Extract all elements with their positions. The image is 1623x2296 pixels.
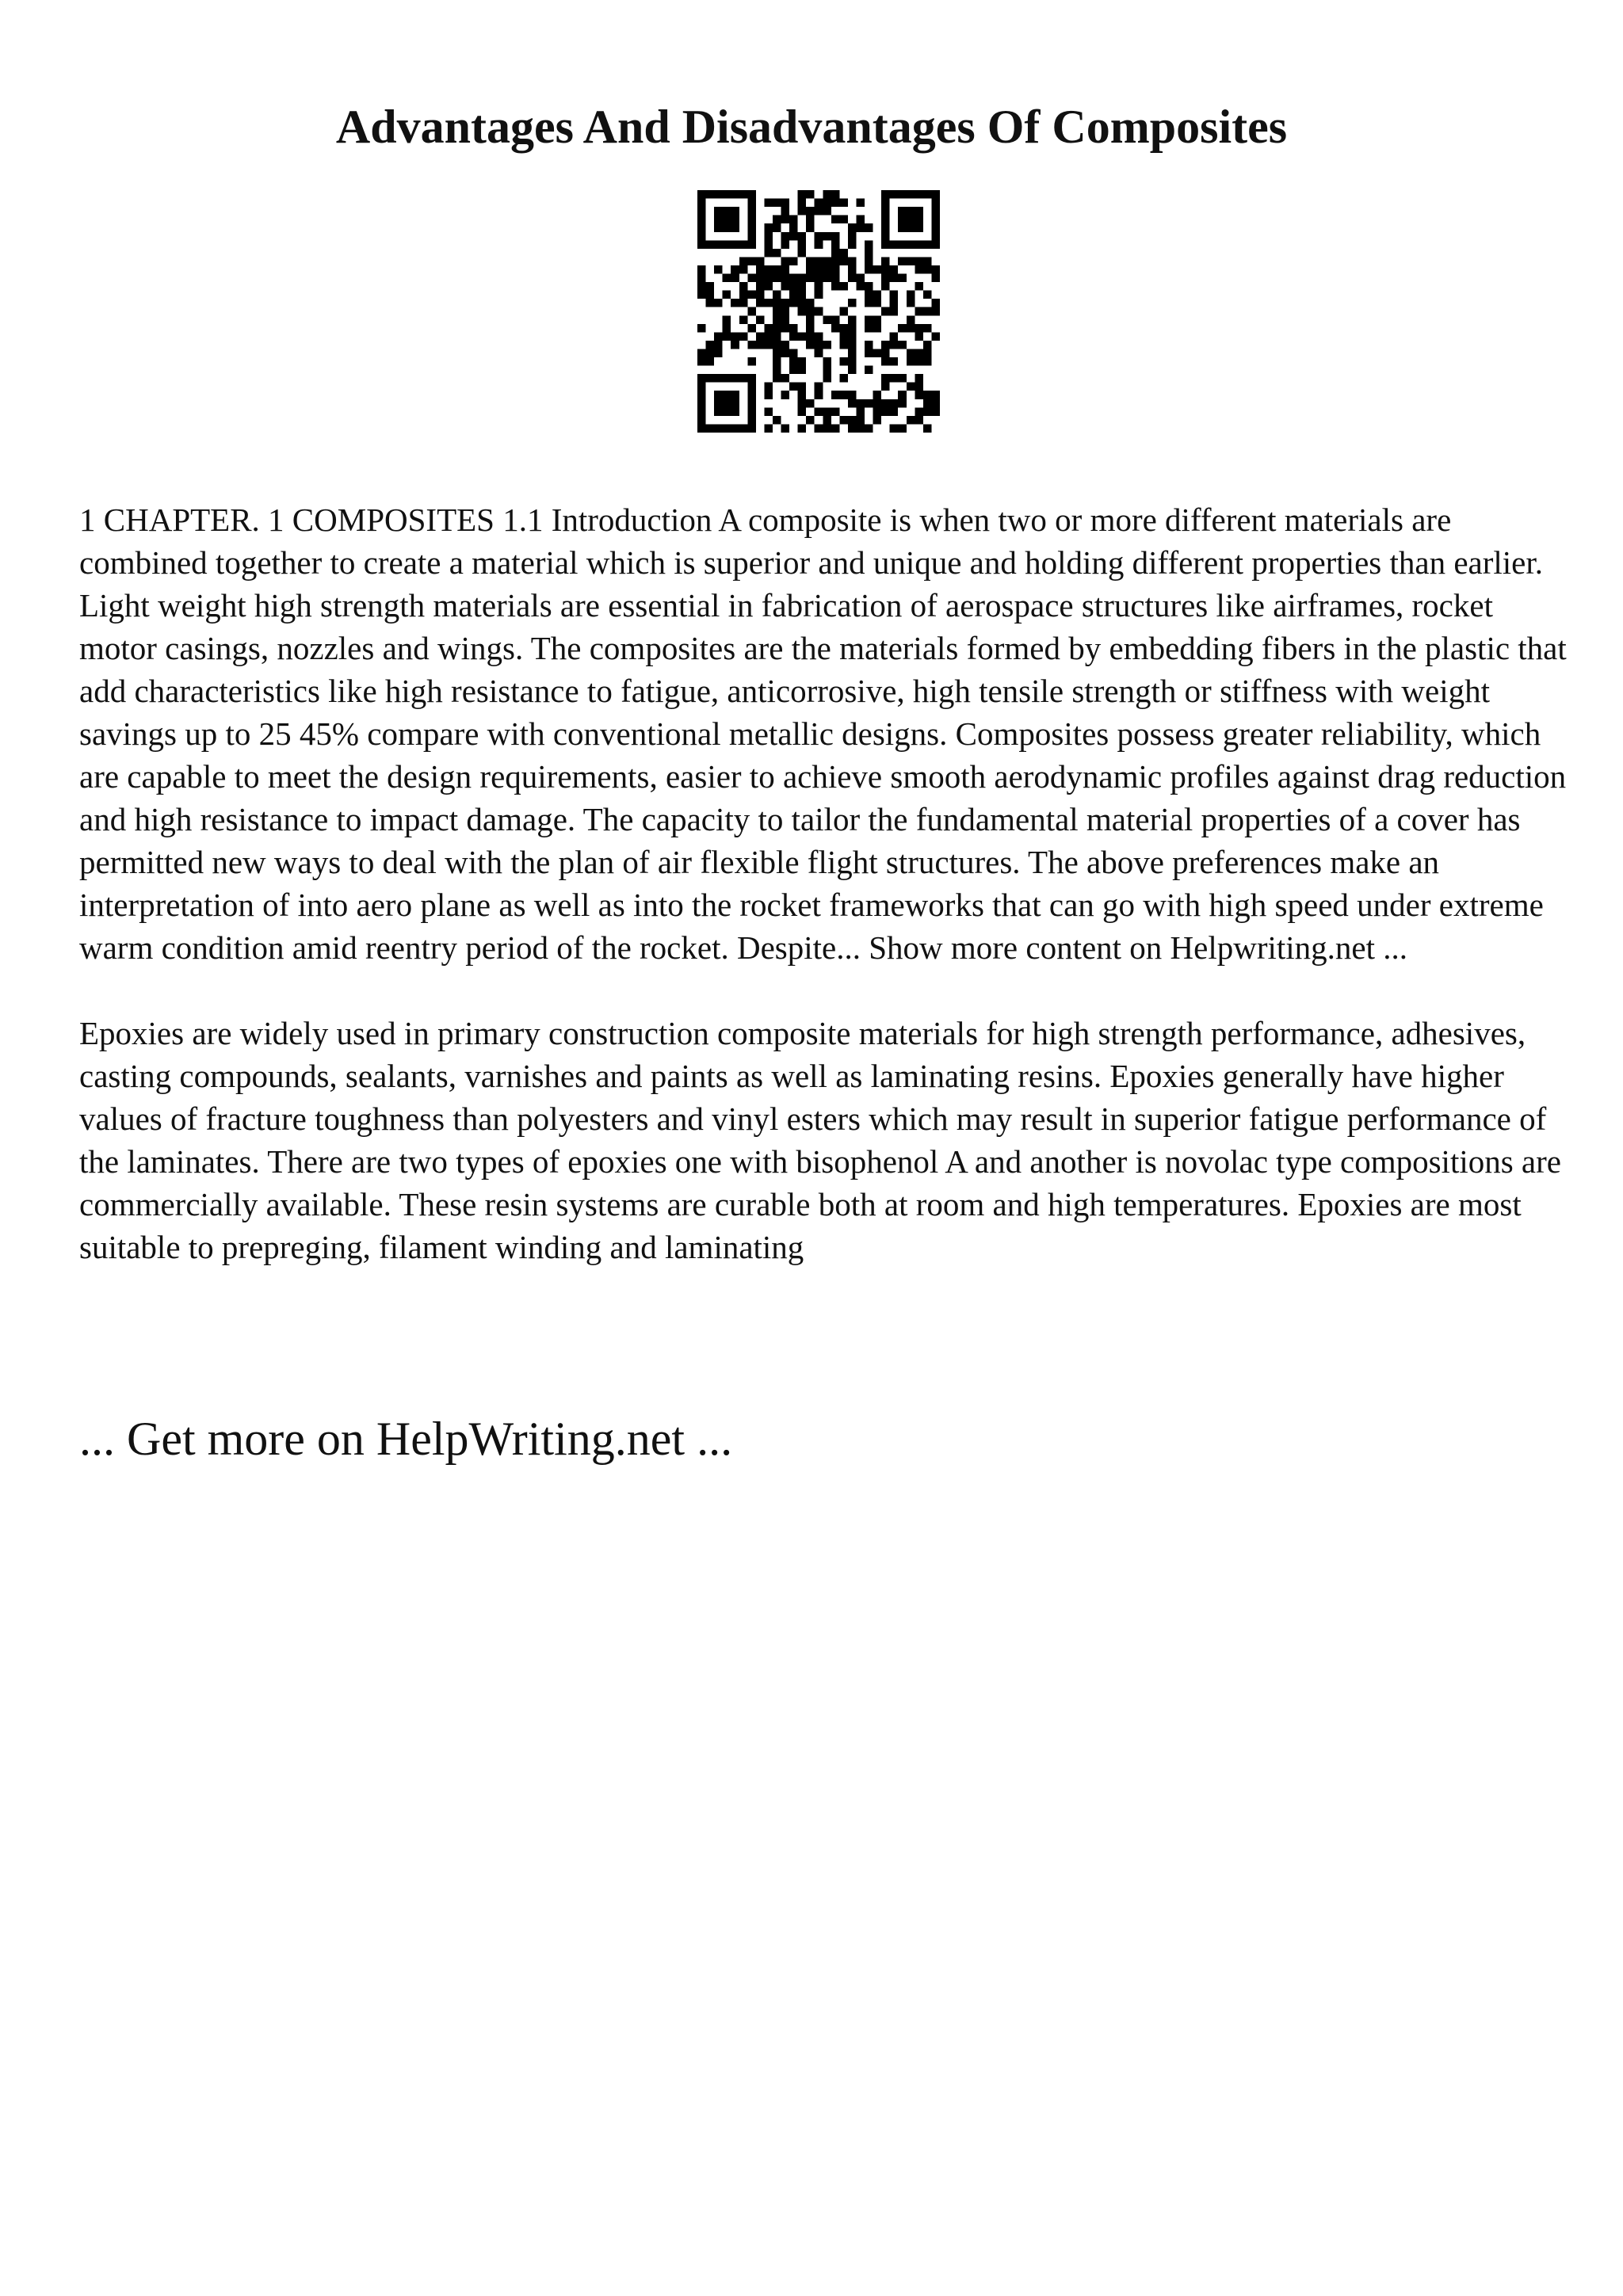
body-paragraph-intro: 1 CHAPTER. 1 COMPOSITES 1.1 Introduction A composite is when two or more different materials are combined together to create a material which is superior and unique and holding different properties than earlier. Light weight high strength materials are essential in fabrication of aerospace structures like airframes, rocket motor casings, nozzles and wings. The composites are the materials formed by embedding fibers in the plastic that add characteristics like high resistance to fatigue, anticorrosive, high tensile strength or stiffness with weight savings up to 25 45% compare with conventional metallic designs. Composites possess greater reliability, which are capable to meet the design requirements, easier to achieve smooth aerodynamic profiles against drag reduction and high resistance to impact damage. The capacity to tailor the fundamental material properties of a cover has permitted new ways to deal with the plan of air flexible flight structures. The above preferences make an interpretation of into aero plane as well as into the rocket frameworks that can go with high speed under extreme warm condition amid reentry period of the rocket. Despite... Show more content on Helpwriting.net ... [79,502,1567,966]
qr-code-icon [697,190,940,433]
body-paragraph-epoxies: Epoxies are widely used in primary construction composite materials for high strength performance, adhesives, casting compounds, sealants, varnishes and paints as well as laminating resins. Epoxies generally have higher values of fracture toughness than polyesters and vinyl esters which may result in superior fatigue performance of the laminates. There are two types of epoxies one with bisophenol A and another is novolac type compositions are commercially available. These resin systems are curable both at room and high temperatures. Epoxies are most suitable to prepreging, filament winding and laminating [79,1015,1561,1265]
page-title: Advantages And Disadvantages Of Composites [335,101,1288,153]
get-more-link[interactable]: ... Get more on HelpWriting.net ... [79,1413,733,1465]
